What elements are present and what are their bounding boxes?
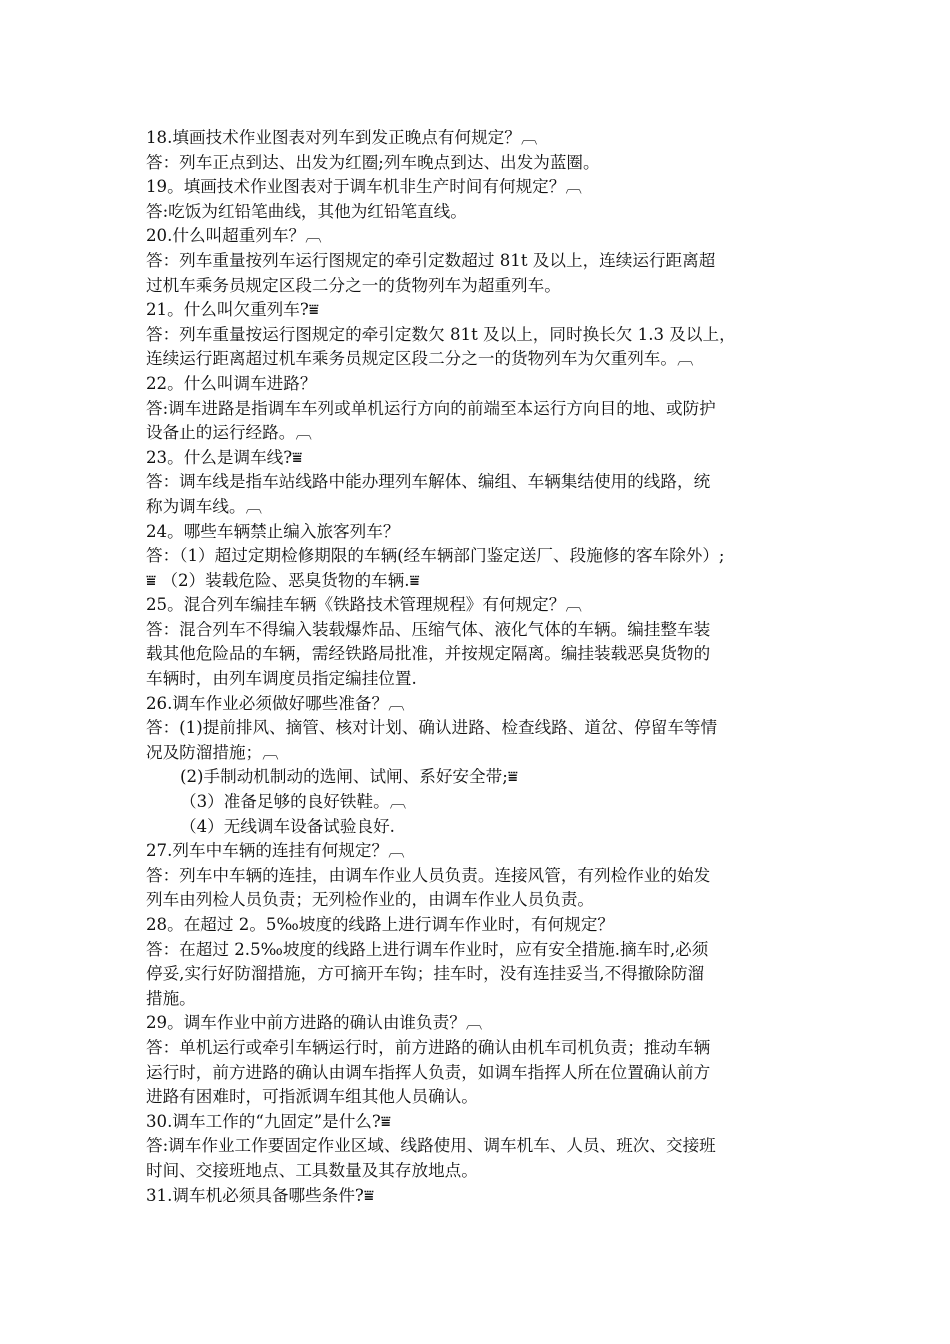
answer-line: 答：（1）超过定期检修期限的车辆(经车辆部门鉴定送厂、段施修的客车除外）; xyxy=(146,546,725,566)
question-line: 31.调车机必须具备哪些条件?⩸ xyxy=(146,1185,374,1205)
question-line: 24。哪些车辆禁止编入旅客列车？ xyxy=(146,521,400,541)
text-line: 措施。 xyxy=(146,988,196,1008)
answer-line: 答：列车中车辆的连挂，由调车作业人员负责。连接风管，有列检作业的始发 xyxy=(146,865,711,885)
text-line: 称为调车线。︹ xyxy=(146,496,263,516)
text-line: 车辆时，由列车调度员指定编挂位置. xyxy=(146,669,417,689)
text-line: (2)手制动机制动的选闸、试闸、系好安全带;⩸ xyxy=(180,767,518,787)
text-line: 停妥,实行好防溜措施，方可摘开车钩；挂车时，没有连挂妥当,不得撤除防溜 xyxy=(146,964,705,984)
answer-line: 答：列车重量按运行图规定的牵引定数欠 81t 及以上，同时换长欠 1.3 及以上， xyxy=(146,324,736,344)
text-line: 连续运行距离超过机车乘务员规定区段二分之一的货物列车为欠重列车。︹ xyxy=(146,349,694,369)
question-line: 29。调车作业中前方进路的确认由谁负责？︹ xyxy=(146,1013,483,1033)
text-line: 进路有困难时，可指派调车组其他人员确认。 xyxy=(146,1087,478,1107)
question-line: 25。混合列车编挂车辆《铁路技术管理规程》有何规定？︹ xyxy=(146,595,582,615)
question-line: 19。填画技术作业图表对于调车机非生产时间有何规定？︹ xyxy=(146,177,582,197)
answer-line: 答:调车作业工作要固定作业区域、线路使用、调车机车、人员、班次、交接班 xyxy=(146,1136,716,1156)
text-line: 载其他危险品的车辆，需经铁路局批准，并按规定隔离。编挂装载恶臭货物的 xyxy=(146,644,711,664)
question-line: 20.什么叫超重列车？︹ xyxy=(146,226,322,246)
text-line: 运行时，前方进路的确认由调车指挥人负责，如调车指挥人所在位置确认前方 xyxy=(146,1062,711,1082)
text-line: 况及防溜措施；︹ xyxy=(146,742,279,762)
answer-line: 答：混合列车不得编入装载爆炸品、压缩气体、液化气体的车辆。编挂整车装 xyxy=(146,619,711,639)
answer-line: 答：(1)提前排风、摘管、核对计划、确认进路、检查线路、道岔、停留车等情 xyxy=(146,718,718,738)
answer-line: 答：单机运行或牵引车辆运行时，前方进路的确认由机车司机负责；推动车辆 xyxy=(146,1037,711,1057)
text-line: ⩸ （2）装载危险、恶臭货物的车辆.⩸ xyxy=(146,570,420,590)
document-body xyxy=(146,126,826,1208)
text-line: 过机车乘务员规定区段二分之一的货物列车为超重列车。 xyxy=(146,275,561,295)
text-line: （3）准备足够的良好铁鞋。︹ xyxy=(180,792,407,812)
question-line: 21。什么叫欠重列车?⩸ xyxy=(146,300,319,320)
answer-line: 答：调车线是指车站线路中能办理列车解体、编组、车辆集结使用的线路，统 xyxy=(146,472,711,492)
text-line: 列车由列检人员负责；无列检作业的，由调车作业人员负责。 xyxy=(146,890,595,910)
answer-line: 答:调车进路是指调车车列或单机运行方向的前端至本运行方向目的地、或防护 xyxy=(146,398,716,418)
text-line: （4）无线调车设备试验良好. xyxy=(180,816,395,836)
answer-line: 答：列车重量按列车运行图规定的牵引定数超过 81t 及以上，连续运行距离超 xyxy=(146,250,716,270)
question-line: 28。在超过 2。5‰坡度的线路上进行调车作业时，有何规定？ xyxy=(146,915,615,934)
text-line: 时间、交接班地点、工具数量及其存放地点。 xyxy=(146,1160,478,1180)
answer-line: 答:吃饭为红铅笔曲线，其他为红铅笔直线。 xyxy=(146,201,467,221)
question-line: 18.填画技术作业图表对列车到发正晚点有何规定？︹ xyxy=(146,128,538,147)
text-line: 设备止的运行经路。︹ xyxy=(146,423,312,443)
question-line: 22。什么叫调车进路？ xyxy=(146,373,317,393)
question-line: 30.调车工作的“九固定”是什么?⩸ xyxy=(146,1111,391,1131)
question-line: 26.调车作业必须做好哪些准备？︹ xyxy=(146,693,405,713)
answer-line: 答：列车正点到达、出发为红圈;列车晚点到达、出发为蓝圈。 xyxy=(146,152,600,172)
question-line: 23。什么是调车线?⩸ xyxy=(146,447,303,467)
question-line: 27.列车中车辆的连挂有何规定？︹ xyxy=(146,841,405,861)
answer-line: 答：在超过 2.5‰坡度的线路上进行调车作业时，应有安全措施.摘车时,必须 xyxy=(146,939,709,959)
